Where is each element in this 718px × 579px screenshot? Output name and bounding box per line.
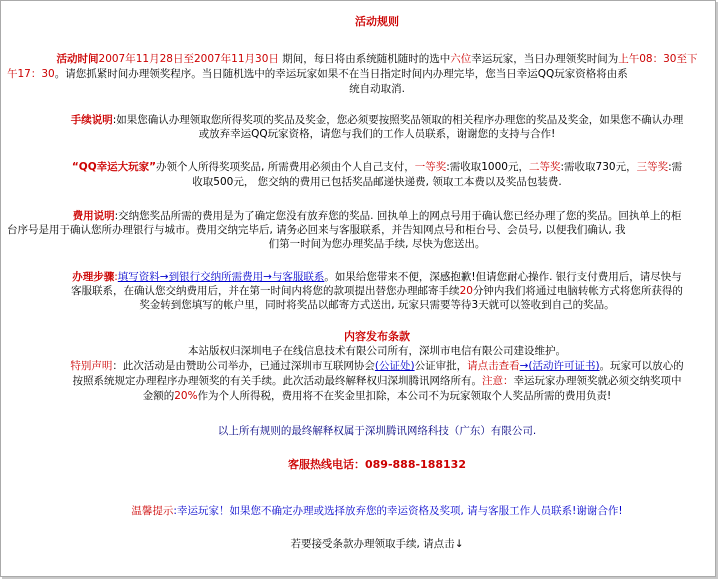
fee-line-2: 台序号是用于确认您所办理银行与城市。费用交纳完毕后, 请务必回来与客服联系，并告知网点号和柜台号、会员号, 以便我们确认, 我 xyxy=(7,224,626,236)
procedure-line-2: 或放弃幸运QQ玩家资格，请您与我们的工作人员联系，谢谢您的支持与合作! xyxy=(198,128,556,140)
activity-time-line-2: 午17：30。请您抓紧时间办理领奖程序。当日随机选中的幸运玩家如果不在当日指定时间内办理完毕，您当日幸运QQ玩家资格将由系 xyxy=(7,68,628,80)
time-end: 午17：30 xyxy=(7,68,55,80)
procedure-line-1: 手续说明:如果您确认办理领取您所得奖项的奖品及奖金，您必须要按照奖品领取的相关程序办理您的奖品及奖金，如果您不确认办理 xyxy=(70,114,684,126)
steps-line-1: 办理步骤:填写资料→到银行交纳所需费用→与客服联系。如果给您带来不便，深感抱歉!但请您耐心操作. 银行支付费用后，请尽快与 xyxy=(72,271,682,283)
fee-line-1: 费用说明:交纳您奖品所需的费用是为了确定您没有放弃您的奖品. 回执单上的网点号用于确认您已经办理了您的奖品。回执单上的柜 xyxy=(72,210,682,222)
minutes-value: 20 xyxy=(459,285,473,297)
time-start: 上午08：30至下 xyxy=(618,53,698,65)
final-rights-text: 以上所有规则的最终解释权属于深圳腾讯网络科技（广东）有限公司. xyxy=(217,425,537,437)
activity-time-line-3: 统自动取消. xyxy=(349,83,405,95)
notary-link[interactable]: (公证处) xyxy=(374,360,415,372)
steps-label: 办理步骤 xyxy=(72,271,115,283)
hotline xyxy=(7,458,716,472)
steps-line-2: 客服联系，在确认您交纳费用后，并在第一时间内将您的款项提出替您办理邮寄手续20分钟内我们将通过电脑转帐方式将您所获得的 xyxy=(71,285,683,297)
hotline-number: 089-888-188132 xyxy=(365,458,466,471)
prize-line-2: 收取500元， 您交纳的费用已包括奖品邮递快递费, 领取工本费以及奖品包装费. xyxy=(192,176,562,188)
steps-link[interactable]: 填写资料→到银行交纳所需费用→与客服联系 xyxy=(117,271,325,283)
special-line-3: 金额的20%作为个人所得税，费用将不在奖金里扣除，本公司不为玩家领取个人奖品所需的费用负责! xyxy=(142,390,612,402)
special-line-1: 特别声明：此次活动是由赞助公司举办，已通过深圳市互联网协会(公证处)公证审批，请点击查看→(活动许可证书)。玩家可以放心的 xyxy=(70,360,684,372)
page-title: 活动规则 xyxy=(355,15,399,28)
terms-title: 内容发布条款 xyxy=(344,330,410,343)
steps-line-3: 奖金转到您填写的帐户里，同时将奖品以邮寄方式送出, 玩家只需要等待3天就可以签收到自己的奖品。 xyxy=(139,299,615,311)
second-prize-label: 二等奖 xyxy=(528,161,561,173)
license-link[interactable]: →(活动许可证书) xyxy=(519,360,600,372)
tax-percent: 20% xyxy=(174,390,198,402)
prize-label: “QQ幸运大玩家” xyxy=(71,161,157,173)
first-prize-label: 一等奖 xyxy=(414,161,447,173)
copyright-text: 本站版权归深圳电子在线信息技术有限公司所有，深圳市电信有限公司建设维护。 xyxy=(188,345,566,357)
activity-date-range: 2007年11月28日至2007年11月30日 xyxy=(98,53,279,65)
warm-tip-label: 温馨提示 xyxy=(131,505,174,517)
accept-prompt xyxy=(7,537,716,551)
warm-tip xyxy=(7,504,716,518)
special-line-2: 按照系统规定办理程序办理领奖的有关手续。此次活动最终解释权归深圳腾讯网络所有。注意：幸运玩家办理领奖就必须交纳奖项中 xyxy=(72,375,682,387)
arrow-down-icon[interactable]: ↓ xyxy=(454,538,464,550)
activity-time-label: 活动时间 xyxy=(56,53,99,65)
accept-text: 若要接受条款办理领取手续, 请点击 xyxy=(290,538,455,550)
notice-label: 注意： xyxy=(482,375,514,387)
activity-time-line-1: 活动时间2007年11月28日至2007年11月30日 期间，每日将由系统随机随时的选中六位幸运玩家，当日办理领奖时间为上午08：30至下 xyxy=(56,53,698,65)
third-prize-label: 三等奖 xyxy=(636,161,669,173)
fee-line-3: 们第一时间为您办理奖品手续, 尽快为您送出。 xyxy=(268,238,486,250)
prize-line-1: “QQ幸运大玩家”办领个人所得奖项奖品, 所需费用必须由个人自己支付，一等奖:需收取1000元，二等奖:需收取730元，三等奖:需 xyxy=(71,161,683,173)
winner-count: 六位 xyxy=(450,53,472,65)
warm-tip-text: :幸运玩家！如果您不确定办理或选择放弃您的幸运资格及奖项, 请与客服工作人员联系!谢谢合作! xyxy=(173,505,623,517)
fee-label: 费用说明 xyxy=(72,210,115,222)
procedure-label: 手续说明 xyxy=(70,114,113,126)
hotline-label: 客服热线电话： xyxy=(288,458,365,471)
click-to-view: 请点击查看 xyxy=(467,360,520,372)
special-label: 特别声明 xyxy=(70,360,113,372)
